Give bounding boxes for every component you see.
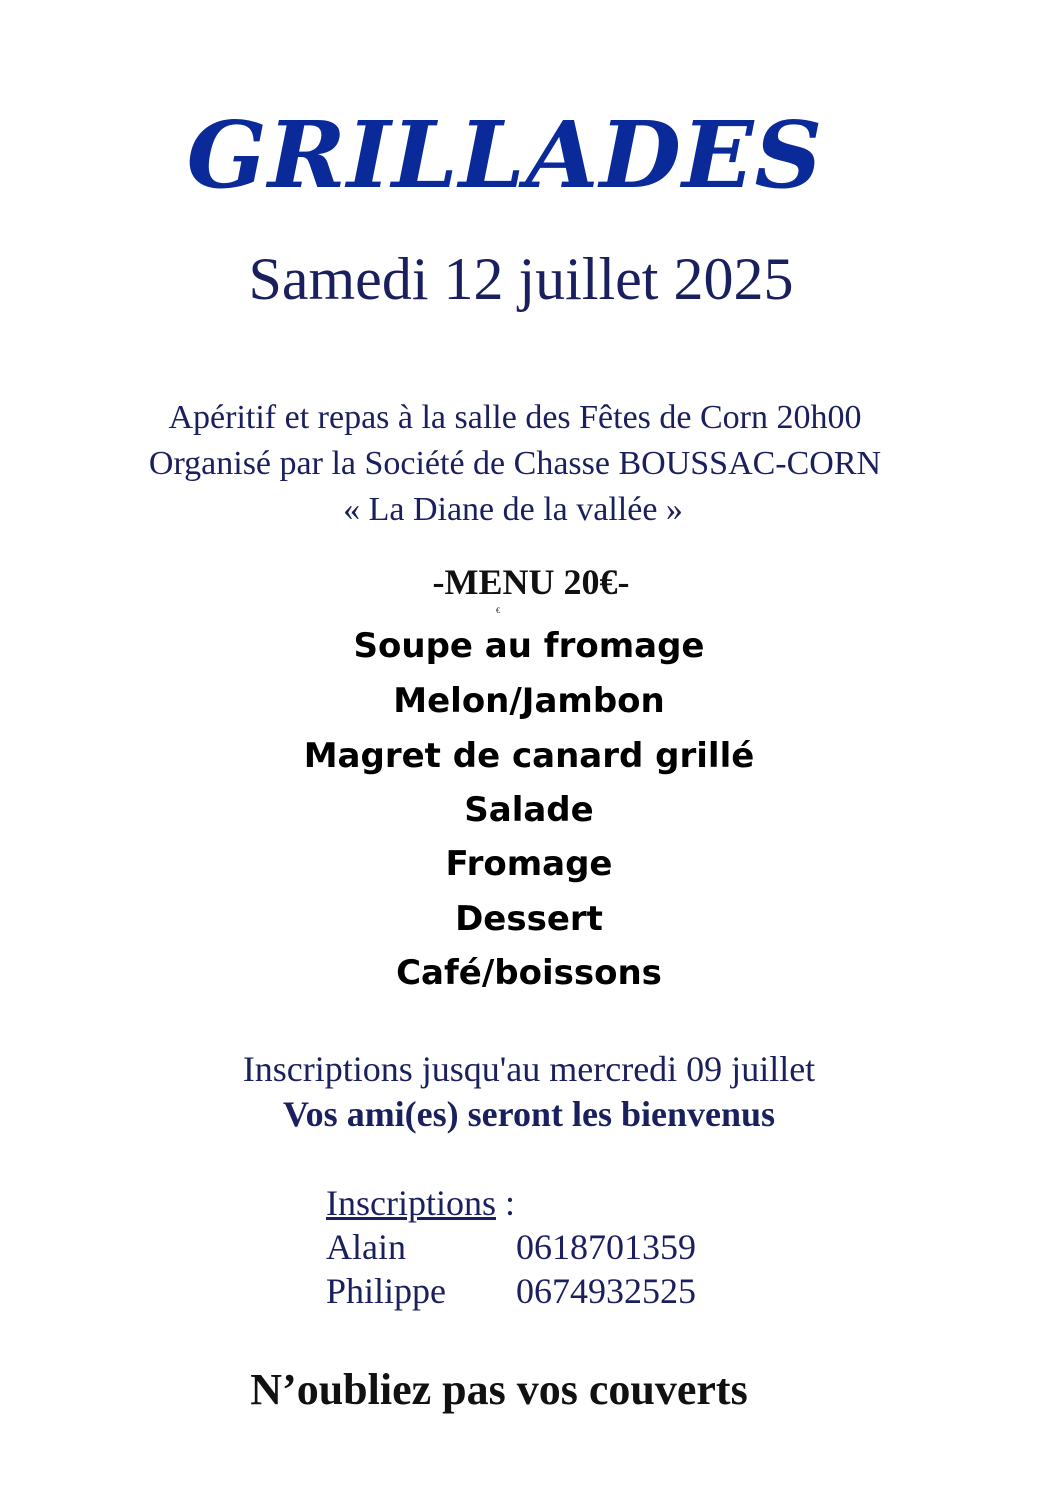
welcome-message: Vos ami(es) seront les bienvenus — [282, 1094, 776, 1134]
menu-item: Soupe au fromage — [353, 626, 705, 666]
event-date: Samedi 12 juillet 2025 — [248, 246, 794, 312]
organizer-name-line: « La Diane de la vallée » — [343, 491, 683, 528]
contacts-block — [326, 1181, 696, 1313]
menu-item: Café/boissons — [396, 953, 662, 993]
menu-item: Melon/Jambon — [393, 681, 665, 721]
poster-title: GRILLADES — [186, 101, 824, 209]
contacts-heading-label: Inscriptions — [326, 1183, 496, 1223]
contacts-heading-colon: : — [495, 1183, 515, 1223]
stray-euro-mark: € — [496, 606, 500, 615]
contact-phone: 0618701359 — [516, 1227, 696, 1267]
organizer-line: Organisé par la Société de Chasse BOUSSAC-CORN — [148, 445, 882, 482]
contact-name: Alain — [326, 1227, 406, 1267]
menu-item: Salade — [464, 790, 594, 830]
menu-item: Magret de canard grillé — [303, 736, 755, 776]
footer-reminder: N’oubliez pas vos couverts — [250, 1365, 748, 1414]
contacts-heading — [326, 1181, 696, 1225]
contact-row — [326, 1269, 696, 1313]
registration-deadline: Inscriptions jusqu'au mercredi 09 juillet — [242, 1049, 816, 1089]
menu-item: Fromage — [445, 844, 613, 884]
contact-row — [326, 1225, 696, 1269]
event-venue-line: Apéritif et repas à la salle des Fêtes de Corn 20h00 — [168, 399, 862, 436]
contact-phone: 0674932525 — [516, 1271, 696, 1311]
contact-name: Philippe — [326, 1271, 447, 1311]
menu-title: -MENU 20€- — [432, 562, 630, 602]
menu-item: Dessert — [455, 899, 603, 939]
